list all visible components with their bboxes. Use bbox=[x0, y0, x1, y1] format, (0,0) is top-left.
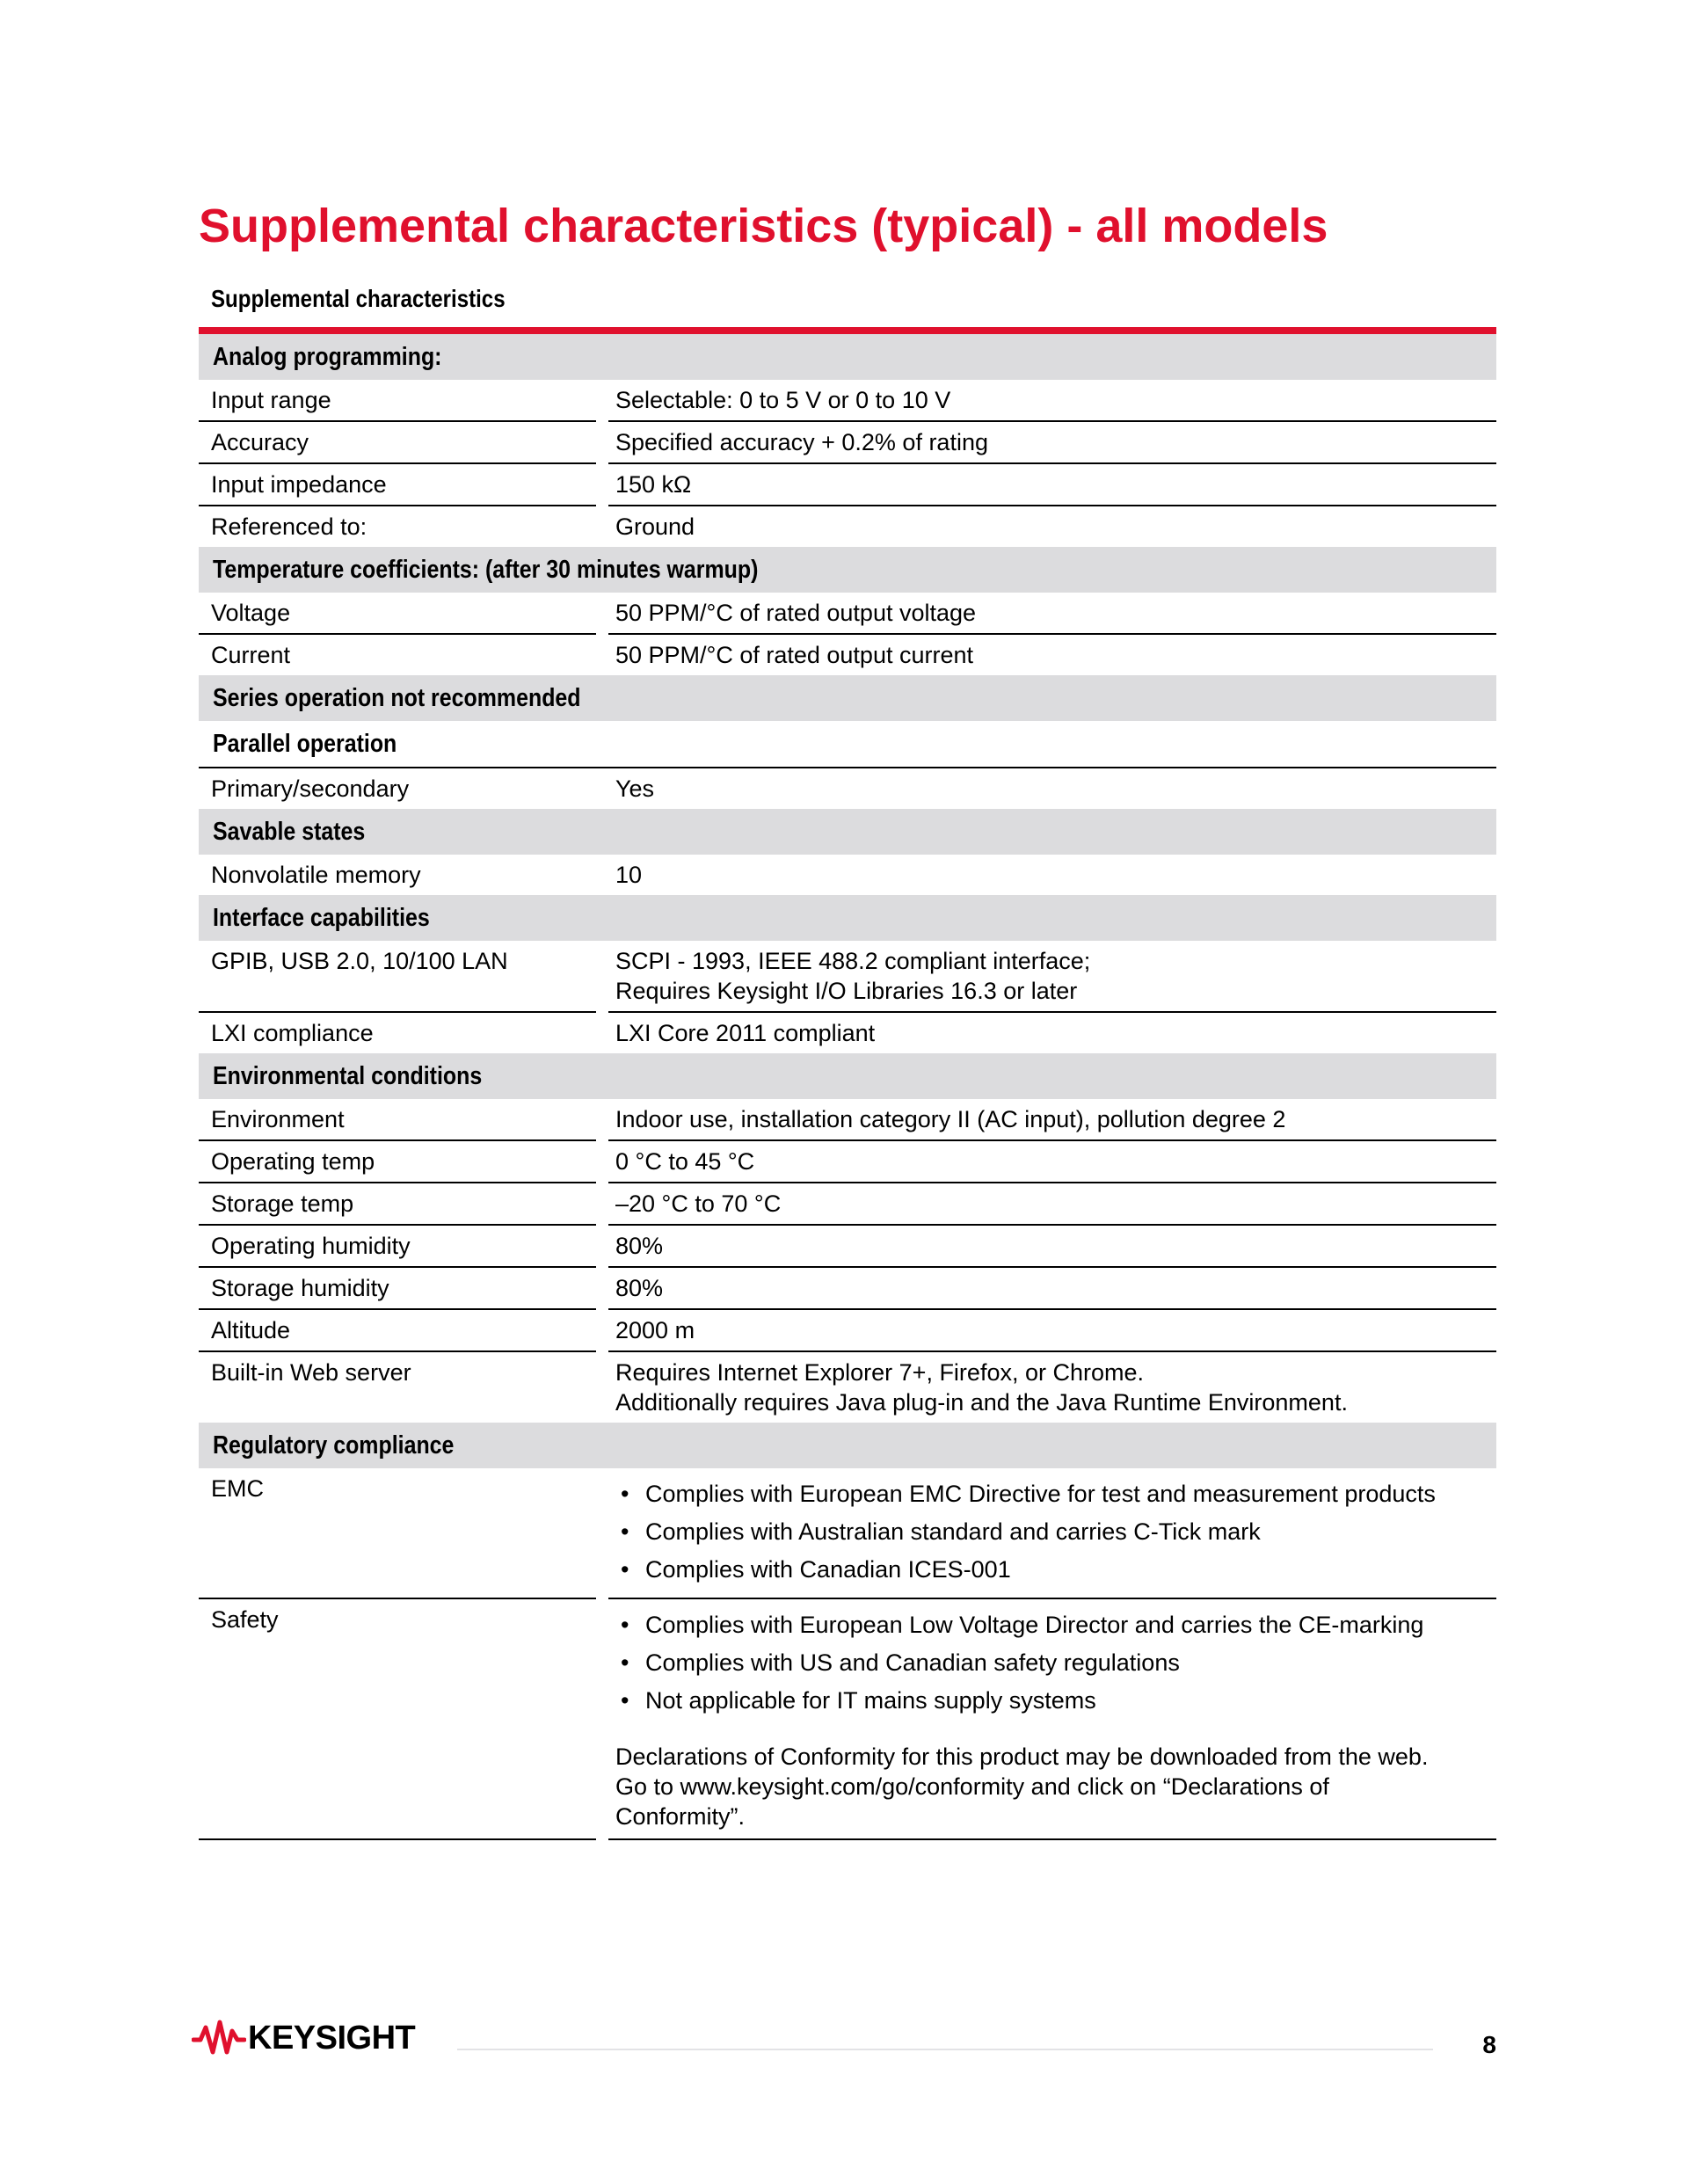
row-value bbox=[608, 1599, 1496, 1840]
note-line: Go to www.keysight.com/go/conformity and click on “Declarations of bbox=[615, 1773, 1329, 1800]
row-value bbox=[608, 1013, 1496, 1053]
table-row bbox=[199, 1226, 1496, 1268]
row-label: Voltage bbox=[199, 593, 596, 635]
value-line: Ground bbox=[615, 513, 695, 540]
section-header bbox=[199, 809, 1496, 855]
conformity-note bbox=[615, 1742, 1496, 1831]
row-label: Input range bbox=[199, 380, 596, 422]
row-value bbox=[608, 1141, 1496, 1183]
table-row bbox=[199, 593, 1496, 635]
row-value bbox=[608, 1468, 1496, 1599]
section-header bbox=[199, 721, 1496, 768]
value-line: –20 °C to 70 °C bbox=[615, 1190, 782, 1217]
row-value bbox=[608, 464, 1496, 506]
row-value bbox=[608, 380, 1496, 422]
table-caption: Supplemental characteristics bbox=[211, 285, 506, 312]
row-label: Operating humidity bbox=[199, 1226, 596, 1268]
note-line: Declarations of Conformity for this product may be downloaded from the web. bbox=[615, 1744, 1429, 1770]
bullet-list bbox=[615, 1479, 1496, 1584]
section-header bbox=[199, 895, 1496, 941]
brand-name: KEYSIGHT bbox=[248, 2019, 416, 2057]
value-line: 50 PPM/°C of rated output voltage bbox=[615, 600, 977, 626]
note-line: Conformity”. bbox=[615, 1803, 746, 1830]
keysight-logo bbox=[192, 2019, 415, 2057]
row-value bbox=[608, 1352, 1496, 1423]
section-header bbox=[199, 547, 1496, 593]
table-row bbox=[199, 855, 1496, 895]
value-line: 10 bbox=[615, 862, 643, 888]
row-value bbox=[608, 1310, 1496, 1352]
table-row bbox=[199, 1352, 1496, 1423]
value-line: 0 °C to 45 °C bbox=[615, 1148, 755, 1175]
section-heading: Interface capabilities bbox=[213, 903, 430, 932]
section-heading: Regulatory compliance bbox=[213, 1431, 455, 1460]
section-heading: Savable states bbox=[213, 817, 366, 846]
row-label: Environment bbox=[199, 1099, 596, 1141]
value-line: SCPI - 1993, IEEE 488.2 compliant interface; bbox=[615, 948, 1091, 974]
row-value bbox=[608, 593, 1496, 635]
value-line: 80% bbox=[615, 1275, 664, 1301]
value-line: Requires Internet Explorer 7+, Firefox, or Chrome. bbox=[615, 1359, 1145, 1386]
bullet-item: • Complies with European EMC Directive for test and measurement products bbox=[615, 1479, 1496, 1509]
row-value bbox=[608, 1226, 1496, 1268]
row-label: Accuracy bbox=[199, 422, 596, 464]
table-row bbox=[199, 635, 1496, 675]
table-row bbox=[199, 768, 1496, 809]
table-row bbox=[199, 380, 1496, 422]
section-heading: Temperature coefficients: (after 30 minutes warmup) bbox=[213, 555, 759, 584]
row-value bbox=[608, 855, 1496, 895]
value-line: Additionally requires Java plug-in and the Java Runtime Environment. bbox=[615, 1389, 1348, 1416]
section-heading: Series operation not recommended bbox=[213, 683, 581, 712]
section-header bbox=[199, 334, 1496, 380]
table-row bbox=[199, 1013, 1496, 1053]
table-row bbox=[199, 1599, 1496, 1840]
bullet-item: • Complies with US and Canadian safety regulations bbox=[615, 1648, 1496, 1678]
section-heading: Parallel operation bbox=[213, 729, 397, 758]
row-value bbox=[608, 1268, 1496, 1310]
section-header bbox=[199, 1423, 1496, 1468]
row-label: Input impedance bbox=[199, 464, 596, 506]
section-header bbox=[199, 1053, 1496, 1099]
value-line: Yes bbox=[615, 775, 655, 802]
spec-table bbox=[199, 334, 1496, 1840]
value-line: 2000 m bbox=[615, 1317, 695, 1343]
bullet-item: • Complies with Canadian ICES-001 bbox=[615, 1554, 1496, 1584]
value-line: 150 kΩ bbox=[615, 471, 692, 498]
row-label: Built-in Web server bbox=[211, 1359, 411, 1386]
value-line: LXI Core 2011 compliant bbox=[615, 1020, 876, 1046]
row-value bbox=[608, 635, 1496, 675]
table-row bbox=[199, 1468, 1496, 1599]
table-row bbox=[199, 1183, 1496, 1226]
table-row bbox=[199, 1310, 1496, 1352]
section-heading: Environmental conditions bbox=[213, 1061, 483, 1090]
bullet-item: • Not applicable for IT mains supply systems bbox=[615, 1685, 1496, 1715]
table-row bbox=[199, 1099, 1496, 1141]
row-label: EMC bbox=[199, 1468, 596, 1599]
value-line: 80% bbox=[615, 1233, 664, 1259]
row-label: Primary/secondary bbox=[211, 775, 410, 802]
value-line: Requires Keysight I/O Libraries 16.3 or later bbox=[615, 978, 1078, 1004]
bullet-item: • Complies with European Low Voltage Director and carries the CE-marking bbox=[615, 1610, 1496, 1640]
table-row bbox=[199, 506, 1496, 547]
row-label: Safety bbox=[199, 1599, 596, 1840]
row-value bbox=[608, 941, 1496, 1013]
value-line: Specified accuracy + 0.2% of rating bbox=[615, 429, 988, 455]
value-line: Selectable: 0 to 5 V or 0 to 10 V bbox=[615, 387, 951, 413]
table-row bbox=[199, 464, 1496, 506]
row-label: Storage temp bbox=[199, 1183, 596, 1226]
keysight-wave-icon bbox=[192, 2019, 246, 2057]
section-heading: Analog programming: bbox=[213, 342, 442, 371]
table-row bbox=[199, 422, 1496, 464]
row-label: Operating temp bbox=[199, 1141, 596, 1183]
value-line: Indoor use, installation category II (AC input), pollution degree 2 bbox=[615, 1106, 1286, 1132]
footer-divider bbox=[457, 2049, 1433, 2050]
value-line: 50 PPM/°C of rated output current bbox=[615, 642, 974, 668]
row-value bbox=[608, 1183, 1496, 1226]
row-label: Altitude bbox=[199, 1310, 596, 1352]
row-value bbox=[608, 1099, 1496, 1141]
table-row bbox=[199, 1141, 1496, 1183]
row-label: LXI compliance bbox=[211, 1020, 374, 1046]
bullet-item: • Complies with Australian standard and carries C-Tick mark bbox=[615, 1517, 1496, 1547]
section-header bbox=[199, 675, 1496, 721]
row-label: Storage humidity bbox=[199, 1268, 596, 1310]
page-number: 8 bbox=[1482, 2031, 1496, 2058]
bullet-list bbox=[615, 1610, 1496, 1715]
row-value bbox=[608, 768, 1496, 809]
page-title: Supplemental characteristics (typical) - all models bbox=[199, 200, 1328, 252]
row-value bbox=[608, 422, 1496, 464]
row-label: Referenced to: bbox=[211, 513, 367, 540]
row-label: Nonvolatile memory bbox=[211, 862, 421, 888]
row-value bbox=[608, 506, 1496, 547]
table-row bbox=[199, 1268, 1496, 1310]
row-label: Current bbox=[211, 642, 291, 668]
table-row bbox=[199, 941, 1496, 1013]
row-label: GPIB, USB 2.0, 10/100 LAN bbox=[199, 941, 596, 1013]
table-header-rule bbox=[199, 327, 1496, 334]
